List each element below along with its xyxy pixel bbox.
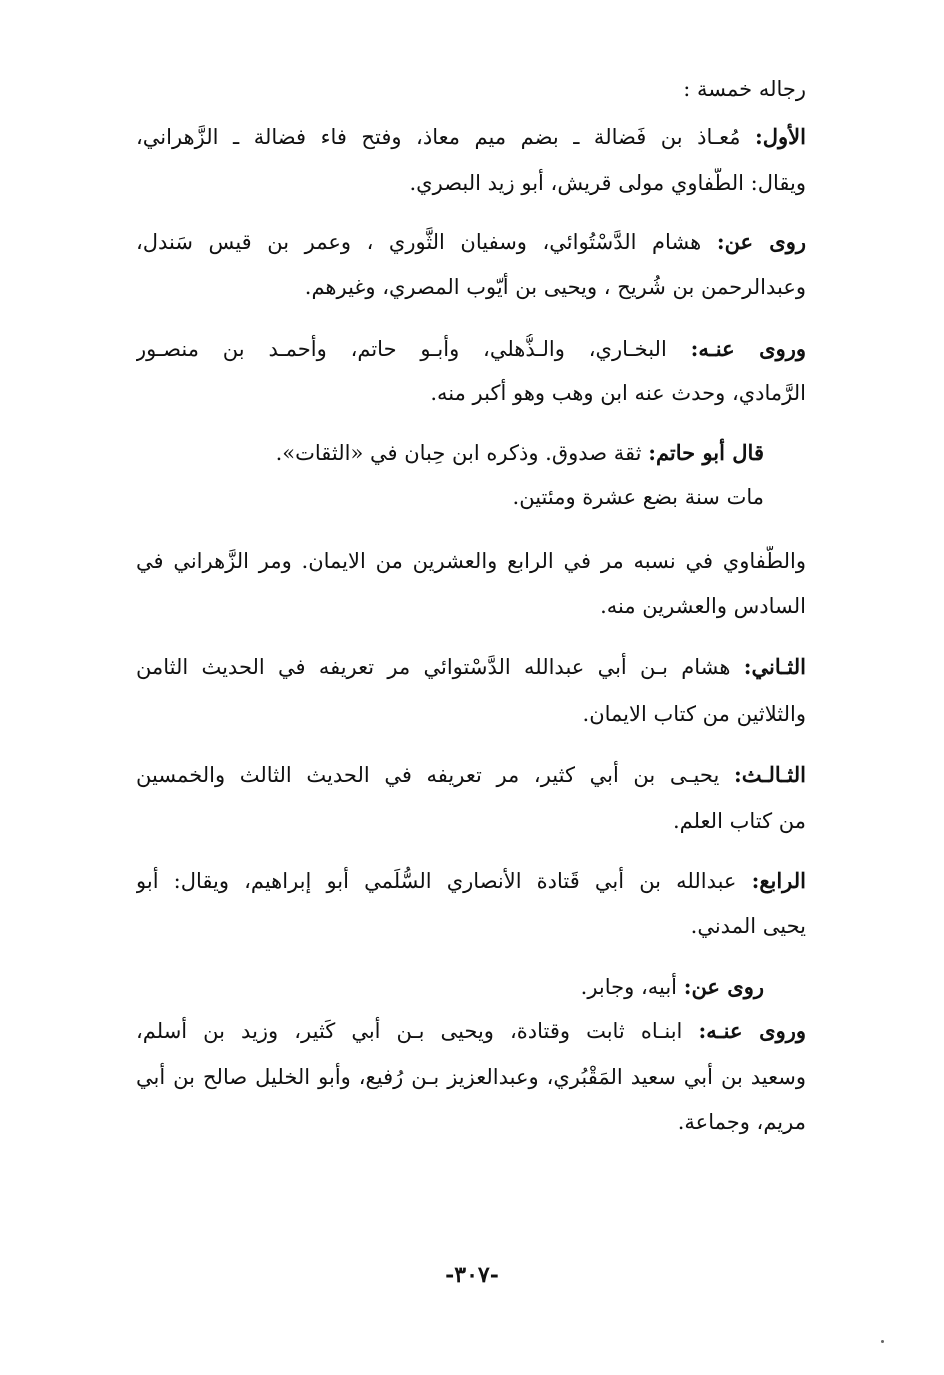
line-text: هشام بـن أبي عبدالله الدَّسْتوائي مر تعريفه في الحديث الثامن xyxy=(136,655,744,679)
line-text: مات سنة بضع عشرة ومئتين. xyxy=(512,485,764,509)
text-line xyxy=(136,272,806,302)
text-line xyxy=(136,1016,806,1046)
line-lead: وروى عنـه: xyxy=(698,1018,806,1043)
line-lead: روى عن: xyxy=(716,229,806,254)
line-lead: قال أبو حاتم: xyxy=(648,440,764,465)
line-text: يحيـى بن أبي كثير، مر تعريفه في الحديث الثالث والخمسين xyxy=(136,763,734,787)
text-line xyxy=(136,1107,806,1137)
line-text: من كتاب العلم. xyxy=(672,809,806,833)
text-line xyxy=(136,591,806,621)
line-text: وعبدالرحمن بن شُريح ، ويحيى بن أيّوب المصري، وغيرهم. xyxy=(304,275,806,299)
line-text: ويقال: الطُّفاوي مولى قريش، أبو زيد البصري. xyxy=(409,171,806,195)
line-lead: روى عن: xyxy=(683,974,764,999)
text-line xyxy=(136,760,806,790)
text-line xyxy=(136,227,806,257)
line-text: ابنـاه ثابت وقتادة، ويحيى بـن أبي كَثير، وزيد بن أسلم، xyxy=(136,1019,699,1043)
text-line xyxy=(136,652,806,682)
line-text: مُعـاذ بن فَضالة ـ بضم ميم معاذ، وفتح فاء فضالة ـ الزَّهراني، xyxy=(136,125,756,149)
text-line xyxy=(136,438,764,468)
line-text: عبدالله بن أبي قَتادة الأنصاري السُّلَمي أبو إبراهيم، ويقال: أبو xyxy=(136,869,752,893)
text-line xyxy=(136,699,806,729)
line-lead: وروى عنـه: xyxy=(690,336,806,361)
line-lead: الثـالـث: xyxy=(733,762,806,787)
line-lead: الأول: xyxy=(755,124,806,149)
page-number: -٣٠٧- xyxy=(445,1262,499,1288)
line-text: مريم، وجماعة. xyxy=(677,1110,806,1134)
line-text: والثلاثين من كتاب الايمان. xyxy=(582,702,806,726)
line-text: وسعيد بن أبي سعيد المَقْبُري، وعبدالعزيز بـن رُفيع، وأبو الخليل صالح بن أبي xyxy=(136,1065,806,1089)
line-lead: الرابع: xyxy=(751,868,806,893)
line-text: أبيه، وجابر. xyxy=(580,975,684,999)
text-line xyxy=(136,806,806,836)
line-lead: الثـاني: xyxy=(743,654,806,679)
line-text: ثقة صدوق. وذكره ابن حِبان في «الثقات». xyxy=(275,441,649,465)
line-text: الرَّمادي، وحدث عنه ابن وهب وهو أكبر منه. xyxy=(430,381,806,405)
line-text: والطُّفاوي في نسبه مر في الرابع والعشرين من الايمان. ومر الزَّهراني في xyxy=(136,549,806,573)
text-line xyxy=(136,972,764,1002)
line-text: البخـاري، والـذُّهلي، وأبـو حاتم، وأحمـد بن منصـور xyxy=(136,337,691,361)
text-line xyxy=(136,122,806,152)
text-line xyxy=(136,1062,806,1092)
text-line xyxy=(136,378,806,408)
text-line xyxy=(136,334,806,364)
line-text: رجاله خمسة : xyxy=(683,77,806,101)
text-line xyxy=(136,866,806,896)
text-line xyxy=(136,74,806,104)
line-text: السادس والعشرين منه. xyxy=(600,594,806,618)
text-line xyxy=(136,168,806,198)
line-text: يحيى المدني. xyxy=(690,914,806,938)
text-line xyxy=(136,482,764,512)
line-text: هشام الدَّسْتُوائي، وسفيان الثَّوري ، وعمر بن قيس سَندل، xyxy=(136,230,717,254)
scan-speck xyxy=(881,1340,884,1343)
text-line xyxy=(136,911,806,941)
text-line xyxy=(136,546,806,576)
